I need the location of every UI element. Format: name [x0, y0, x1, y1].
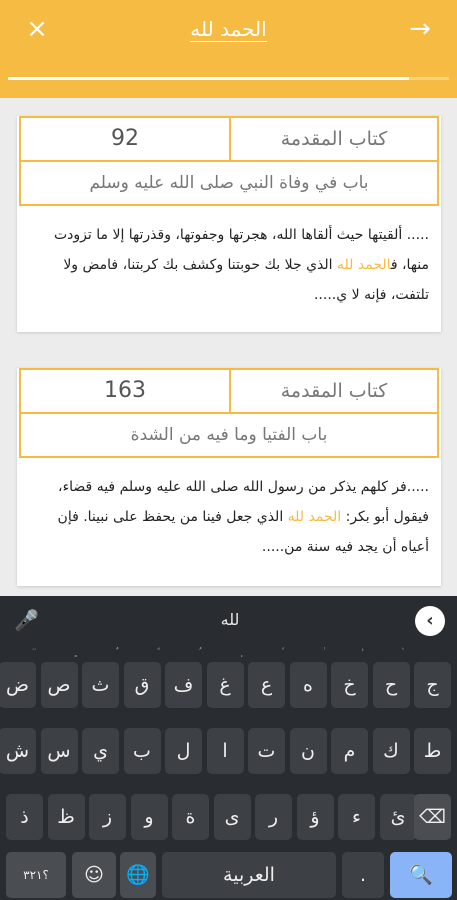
key-2[interactable]	[373, 648, 410, 708]
key-32[interactable]: ئ	[380, 794, 417, 840]
key-label: ف	[173, 674, 194, 696]
key-label: ج	[426, 674, 439, 696]
key-21[interactable]: س	[41, 728, 78, 774]
search-field[interactable]	[70, 12, 387, 46]
key-26[interactable]: و	[131, 794, 168, 840]
key-22[interactable]: ش	[0, 728, 36, 774]
book-title: كتاب المقدمة	[229, 368, 439, 414]
key-label: ق	[134, 674, 150, 696]
suggestion-word[interactable]: لله	[220, 610, 240, 629]
key-label: ح	[384, 674, 398, 696]
key-label: ث	[91, 674, 110, 696]
progress-line	[8, 77, 449, 80]
key-27[interactable]: ة	[172, 794, 209, 840]
key-13[interactable]: ك	[373, 728, 410, 774]
chapter-title: باب في وفاة النبي صلى الله عليه وسلم	[19, 160, 439, 206]
close-icon[interactable]: ×	[26, 14, 48, 44]
keyboard	[0, 596, 457, 900]
symbols-key[interactable]: ؟٣٢١	[6, 852, 66, 898]
microphone-icon[interactable]: 🎤	[14, 608, 39, 632]
result-card[interactable]	[17, 368, 441, 586]
snippet-before: .....فر كلهم يذكر من رسول الله صلى الله عليه وسلم فيه قضاء، فيقول أبو بكر:	[58, 479, 429, 525]
key-19[interactable]: ب	[124, 728, 161, 774]
key-5[interactable]	[248, 662, 285, 708]
key-29[interactable]: ر	[255, 794, 292, 840]
key-14[interactable]: م	[331, 728, 368, 774]
key-label: ض	[6, 674, 29, 696]
arrow-forward-icon[interactable]: →	[409, 14, 431, 44]
key-10[interactable]	[41, 662, 78, 708]
key-24[interactable]: ظ	[48, 794, 85, 840]
snippet-match: الحمد لله	[337, 257, 391, 273]
search-key[interactable]: 🔍	[390, 852, 452, 898]
key-label: ع	[260, 674, 273, 696]
key-7[interactable]	[165, 662, 202, 708]
snippet-match: الحمد لله	[287, 509, 342, 525]
result-snippet	[29, 220, 429, 310]
snippet-after: الذي جعل فينا من يحفظ على نبينا. فإن أعياه أن يجد فيه سنة من.....	[57, 509, 429, 555]
key-9[interactable]	[82, 662, 119, 708]
snippet-after: الذي جلا بك حوبتنا وكشف بك كربتنا، فامض ولا تلتفت، فإنه لا ي.....	[63, 257, 429, 303]
chapter-title: باب الفتيا وما فيه من الشدة	[19, 412, 439, 458]
key-30[interactable]: ؤ	[297, 794, 334, 840]
globe-icon[interactable]: 🌐	[120, 852, 156, 898]
key-8[interactable]	[124, 662, 161, 708]
key-17[interactable]: ا	[207, 728, 244, 774]
page-number: 163	[19, 368, 231, 414]
app-bar	[0, 0, 457, 98]
suggestion-strip	[0, 596, 457, 646]
emoji-key[interactable]: ☺	[72, 852, 116, 898]
key-label: غ	[219, 674, 231, 696]
key-label: ه	[303, 674, 313, 696]
result-card[interactable]	[17, 116, 441, 332]
snippet-before: ..... ألقيتها حيث ألقاها الله، هجرتها وجفوتها، وقذرتها إلا ما تزودت منها، ف	[54, 227, 429, 273]
chevron-left-icon[interactable]: ‹	[415, 606, 445, 636]
key-label: خ	[343, 674, 356, 696]
key-15[interactable]: ن	[290, 728, 327, 774]
result-snippet	[29, 472, 429, 562]
key-hint: '	[361, 648, 364, 658]
key-28[interactable]: ى	[214, 794, 251, 840]
key-11[interactable]	[0, 662, 36, 708]
key-label: ص	[47, 674, 71, 696]
backspace-key[interactable]: ⌫	[414, 794, 451, 840]
key-12[interactable]: ط	[414, 728, 451, 774]
key-16[interactable]: ت	[248, 728, 285, 774]
book-title: كتاب المقدمة	[229, 116, 439, 162]
key-20[interactable]: ي	[82, 728, 119, 774]
search-query-text: الحمد لله	[190, 17, 267, 41]
key-31[interactable]: ء	[338, 794, 375, 840]
key-6[interactable]	[207, 662, 244, 708]
key-25[interactable]: ز	[89, 794, 126, 840]
key-4[interactable]	[290, 662, 327, 708]
key-hint: `	[401, 648, 406, 658]
page-number: 92	[19, 116, 231, 162]
period-key[interactable]: .	[342, 852, 384, 898]
key-1[interactable]	[414, 662, 451, 708]
key-3[interactable]	[331, 648, 368, 708]
space-key[interactable]: العربية	[162, 852, 336, 898]
key-23[interactable]: ذ	[6, 794, 43, 840]
key-18[interactable]: ل	[165, 728, 202, 774]
